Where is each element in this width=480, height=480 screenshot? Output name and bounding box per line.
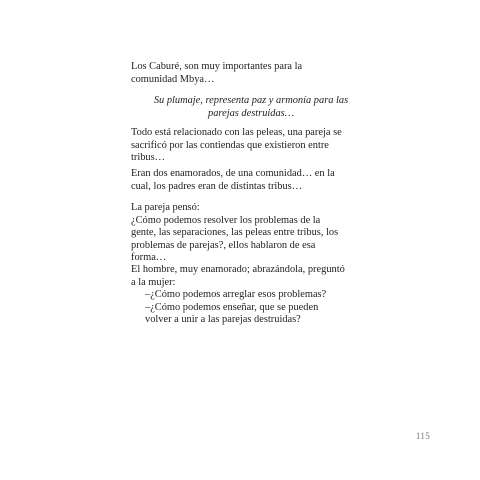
paragraph-pareja-penso: [131, 202, 371, 265]
paragraph-cabure-intro: [131, 61, 371, 86]
text-line: ¿Cómo podemos resolver los problemas de la: [131, 214, 321, 226]
text-line: Los Caburé, son muy importantes para la: [131, 61, 303, 72]
text-line: El hombre, muy enamorado; abrazándola, preguntó: [131, 264, 345, 275]
paragraph-hombre-pregunta: [131, 264, 371, 327]
paragraph-enamorados: [131, 168, 371, 193]
page-number: 115: [415, 431, 430, 441]
text-line: forma…: [131, 252, 167, 264]
quote-line: parejas destruidas…: [208, 107, 294, 119]
dialogue-line: –¿Cómo podemos enseñar, que se pueden: [145, 301, 319, 313]
text-line: cual, los padres eran de distintas tribus…: [131, 180, 303, 192]
text-line: Todo está relacionado con las peleas, una pareja se: [131, 127, 342, 138]
dialogue-line: –¿Cómo podemos arreglar esos problemas?: [145, 289, 327, 301]
text-line: tribus…: [131, 152, 166, 164]
italic-quote: [131, 95, 371, 120]
dialogue-line: volver a unir a las parejas destruidas?: [145, 314, 301, 326]
text-line: gente, las separaciones, las peleas entre tribus, los: [131, 227, 339, 239]
text-line: sacrificó por las contiendas que existieron entre: [131, 139, 329, 151]
quote-line: Su plumaje, representa paz y armonía para las: [153, 95, 349, 106]
paragraph-peleas: [131, 127, 371, 165]
text-line: La pareja pensó:: [131, 202, 200, 213]
text-line: comunidad Mbya…: [131, 73, 215, 85]
text-line: problemas de parejas?, ellos hablaron de esa: [131, 239, 316, 251]
text-line: a la mujer:: [131, 276, 176, 288]
text-line: Eran dos enamorados, de una comunidad… en la: [131, 168, 335, 179]
